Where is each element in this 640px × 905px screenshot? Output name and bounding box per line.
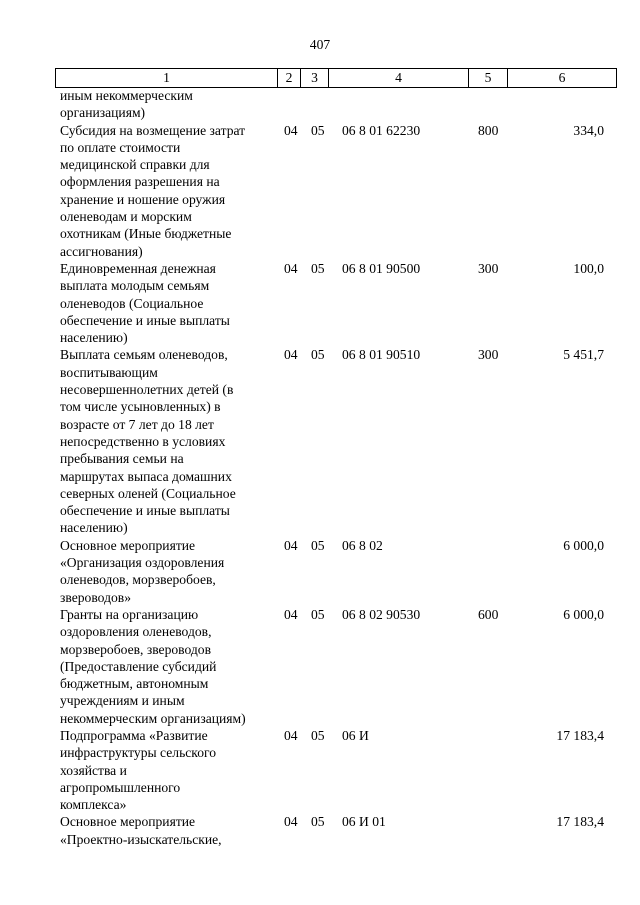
- row-amount: 5 451,7: [563, 347, 604, 363]
- row-name-line: агропромышленного: [60, 779, 181, 795]
- row-amount: 6 000,0: [563, 606, 604, 622]
- row-subsection: 05: [311, 606, 325, 622]
- table-row: [0, 346, 640, 536]
- row-name: [60, 122, 282, 260]
- row-target-code: 06 8 01 90500: [342, 260, 421, 276]
- header-col-1: 1: [56, 69, 278, 88]
- row-name-line: населению): [60, 330, 128, 346]
- row-name-line: звероводов»: [60, 589, 131, 605]
- row-name-line: Единовременная денежная: [60, 260, 216, 276]
- row-name-line: хранение и ношение оружия: [60, 191, 226, 207]
- header-col-2: 2: [278, 69, 301, 88]
- row-name-line: маршрутах выпаса домашних: [60, 468, 232, 484]
- row-name-line: том числе усыновленных) в: [60, 399, 221, 415]
- row-name: [60, 260, 282, 346]
- row-target-code: 06 8 02: [342, 537, 383, 553]
- row-expense-type: 300: [478, 260, 499, 276]
- row-name-line: Основное мероприятие: [60, 814, 196, 830]
- row-target-code: 06 8 02 90530: [342, 606, 421, 622]
- row-amount: 100,0: [573, 260, 604, 276]
- row-name-line: «Организация оздоровления: [60, 555, 225, 571]
- row-name-line: Выплата семьям оленеводов,: [60, 347, 228, 363]
- row-target-code: 06 8 01 62230: [342, 122, 421, 138]
- row-name-line: пребывания семьи на: [60, 451, 184, 467]
- row-subsection: 05: [311, 122, 325, 138]
- row-name-line: иным некоммерческим: [60, 88, 193, 103]
- row-section: 04: [284, 260, 298, 276]
- table-row: [0, 260, 640, 346]
- row-amount: 17 183,4: [556, 727, 604, 743]
- row-subsection: 05: [311, 347, 325, 363]
- row-name-line: обеспечение и иные выплаты: [60, 312, 230, 328]
- row-name-line: возрасте от 7 лет до 18 лет: [60, 416, 214, 432]
- table-header: [55, 68, 617, 88]
- table-row: [0, 87, 640, 122]
- table-row: [0, 606, 640, 727]
- row-name-line: обеспечение и иные выплаты: [60, 503, 230, 519]
- row-name-line: выплата молодым семьям: [60, 278, 210, 294]
- row-name-line: Гранты на организацию: [60, 606, 199, 622]
- row-expense-type: 800: [478, 122, 499, 138]
- row-name-line: морзверобоев, звероводов: [60, 641, 212, 657]
- table-row: [0, 122, 640, 260]
- row-name: [60, 537, 282, 606]
- row-name-line: оленеводов, морзверобоев,: [60, 572, 216, 588]
- row-name-line: ассигнования): [60, 243, 143, 259]
- row-section: 04: [284, 347, 298, 363]
- row-section: 04: [284, 727, 298, 743]
- row-name: [60, 606, 282, 727]
- table-row: [0, 727, 640, 813]
- row-subsection: 05: [311, 814, 325, 830]
- row-name-line: населению): [60, 520, 128, 536]
- row-name-line: некоммерческим организациям): [60, 710, 246, 726]
- row-name-line: комплекса»: [60, 797, 127, 813]
- header-col-6: 6: [508, 69, 617, 88]
- row-name-line: организациям): [60, 105, 146, 121]
- row-name: [60, 813, 282, 848]
- row-name-line: непосредственно в условиях: [60, 433, 226, 449]
- row-subsection: 05: [311, 537, 325, 553]
- row-name-line: северных оленей (Социальное: [60, 485, 236, 501]
- row-name-line: оленеводам и морским: [60, 209, 192, 225]
- row-target-code: 06 8 01 90510: [342, 347, 421, 363]
- row-section: 04: [284, 122, 298, 138]
- page-number: 407: [309, 37, 331, 52]
- row-name-line: бюджетным, автономным: [60, 676, 209, 692]
- row-name-line: хозяйства и: [60, 762, 127, 778]
- row-name-line: несовершеннолетних детей (в: [60, 382, 234, 398]
- row-name-line: оленеводов (Социальное: [60, 295, 204, 311]
- row-amount: 6 000,0: [563, 537, 604, 553]
- row-name: [60, 727, 282, 813]
- table-row: [0, 813, 640, 848]
- table-body: [0, 87, 640, 848]
- row-name-line: Субсидия на возмещение затрат: [60, 122, 246, 138]
- row-name-line: инфраструктуры сельского: [60, 745, 217, 761]
- header-col-5: 5: [469, 69, 508, 88]
- row-name-line: учреждениям и иным: [60, 693, 185, 709]
- row-section: 04: [284, 606, 298, 622]
- row-name-line: Подпрограмма «Развитие: [60, 727, 208, 743]
- row-name-line: Основное мероприятие: [60, 537, 196, 553]
- row-name-line: оформления разрешения на: [60, 174, 220, 190]
- row-name-line: (Предоставление субсидий: [60, 658, 217, 674]
- table-row: [0, 537, 640, 606]
- header-col-4: 4: [329, 69, 469, 88]
- row-subsection: 05: [311, 260, 325, 276]
- row-expense-type: 300: [478, 347, 499, 363]
- row-target-code: 06 И 01: [342, 814, 386, 830]
- row-name-line: оздоровления оленеводов,: [60, 624, 212, 640]
- row-name: [60, 346, 282, 536]
- header-col-3: 3: [301, 69, 329, 88]
- row-section: 04: [284, 537, 298, 553]
- row-amount: 17 183,4: [556, 814, 604, 830]
- row-name-line: воспитывающим: [60, 364, 158, 380]
- row-section: 04: [284, 814, 298, 830]
- row-name-line: по оплате стоимости: [60, 139, 181, 155]
- row-target-code: 06 И: [342, 727, 369, 743]
- row-name-line: медицинской справки для: [60, 157, 210, 173]
- row-expense-type: 600: [478, 606, 499, 622]
- row-name-line: охотникам (Иные бюджетные: [60, 226, 232, 242]
- row-amount: 334,0: [573, 122, 604, 138]
- row-name: [60, 87, 282, 122]
- row-subsection: 05: [311, 727, 325, 743]
- row-name-line: «Проектно-изыскательские,: [60, 831, 222, 847]
